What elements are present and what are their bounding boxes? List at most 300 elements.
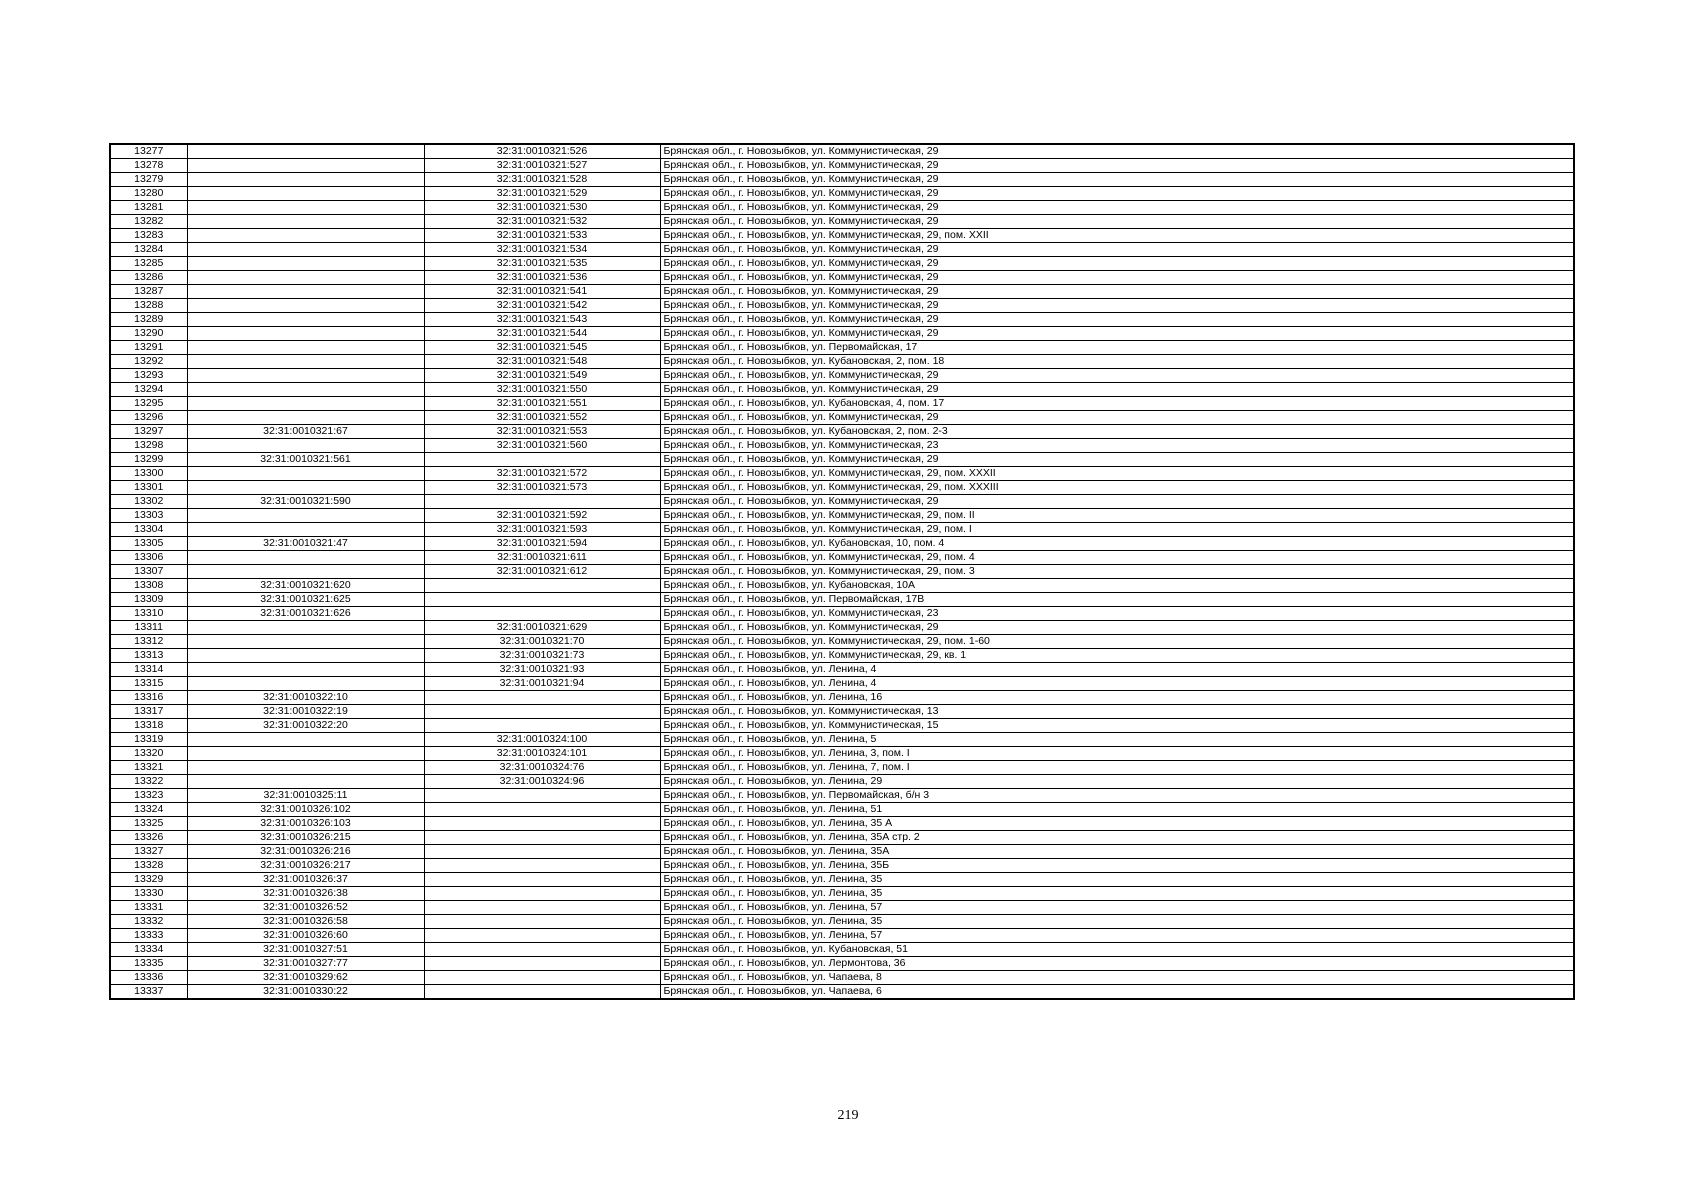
table-row — [110, 845, 1574, 859]
building-cadastral-number-cell — [424, 803, 660, 817]
table-row — [110, 859, 1574, 873]
building-cadastral-number-cell: 32:31:0010321:529 — [424, 187, 660, 201]
row-number-cell: 13331 — [110, 901, 187, 915]
table-row — [110, 411, 1574, 425]
address-cell: Брянская обл., г. Новозыбков, ул. Кубановская, 10А — [660, 579, 1574, 593]
address-cell: Брянская обл., г. Новозыбков, ул. Ленина, 29 — [660, 775, 1574, 789]
row-number-cell: 13304 — [110, 523, 187, 537]
address-cell: Брянская обл., г. Новозыбков, ул. Ленина, 7, пом. I — [660, 761, 1574, 775]
table-row — [110, 439, 1574, 453]
building-cadastral-number-cell — [424, 453, 660, 467]
address-cell: Брянская обл., г. Новозыбков, ул. Ленина, 4 — [660, 677, 1574, 691]
row-number-cell: 13308 — [110, 579, 187, 593]
address-cell: Брянская обл., г. Новозыбков, ул. Чапаева, 6 — [660, 985, 1574, 1000]
address-cell: Брянская обл., г. Новозыбков, ул. Коммунистическая, 29, пом. I — [660, 523, 1574, 537]
cadastral-number-cell — [187, 327, 424, 341]
table-row — [110, 257, 1574, 271]
cadastral-number-cell — [187, 565, 424, 579]
building-cadastral-number-cell — [424, 957, 660, 971]
row-number-cell: 13333 — [110, 929, 187, 943]
building-cadastral-number-cell: 32:31:0010321:592 — [424, 509, 660, 523]
table-row — [110, 509, 1574, 523]
building-cadastral-number-cell: 32:31:0010321:560 — [424, 439, 660, 453]
address-cell: Брянская обл., г. Новозыбков, ул. Коммунистическая, 15 — [660, 719, 1574, 733]
row-number-cell: 13279 — [110, 173, 187, 187]
building-cadastral-number-cell: 32:31:0010321:543 — [424, 313, 660, 327]
cadastral-number-cell: 32:31:0010321:620 — [187, 579, 424, 593]
cadastral-number-cell — [187, 747, 424, 761]
building-cadastral-number-cell — [424, 971, 660, 985]
cadastral-number-cell — [187, 621, 424, 635]
row-number-cell: 13302 — [110, 495, 187, 509]
building-cadastral-number-cell: 32:31:0010321:541 — [424, 285, 660, 299]
row-number-cell: 13292 — [110, 355, 187, 369]
cadastral-number-cell: 32:31:0010326:37 — [187, 873, 424, 887]
cadastral-number-cell — [187, 215, 424, 229]
building-cadastral-number-cell — [424, 705, 660, 719]
cadastral-number-cell: 32:31:0010326:102 — [187, 803, 424, 817]
address-cell: Брянская обл., г. Новозыбков, ул. Чапаева, 8 — [660, 971, 1574, 985]
cadastral-number-cell: 32:31:0010327:51 — [187, 943, 424, 957]
table-row — [110, 677, 1574, 691]
address-cell: Брянская обл., г. Новозыбков, ул. Ленина, 3, пом. I — [660, 747, 1574, 761]
table-row — [110, 873, 1574, 887]
row-number-cell: 13305 — [110, 537, 187, 551]
cadastral-number-cell — [187, 355, 424, 369]
address-cell: Брянская обл., г. Новозыбков, ул. Кубановская, 4, пом. 17 — [660, 397, 1574, 411]
cadastral-number-cell — [187, 159, 424, 173]
building-cadastral-number-cell — [424, 901, 660, 915]
building-cadastral-number-cell: 32:31:0010321:534 — [424, 243, 660, 257]
table-row — [110, 761, 1574, 775]
table-row — [110, 341, 1574, 355]
table-row — [110, 355, 1574, 369]
building-cadastral-number-cell: 32:31:0010321:573 — [424, 481, 660, 495]
table-row — [110, 551, 1574, 565]
table-row — [110, 915, 1574, 929]
cadastral-number-cell: 32:31:0010327:77 — [187, 957, 424, 971]
row-number-cell: 13316 — [110, 691, 187, 705]
building-cadastral-number-cell — [424, 691, 660, 705]
building-cadastral-number-cell — [424, 873, 660, 887]
cadastral-number-cell — [187, 144, 424, 159]
table-row — [110, 957, 1574, 971]
table-row — [110, 243, 1574, 257]
row-number-cell: 13323 — [110, 789, 187, 803]
address-cell: Брянская обл., г. Новозыбков, ул. Коммунистическая, 29, кв. 1 — [660, 649, 1574, 663]
building-cadastral-number-cell: 32:31:0010321:612 — [424, 565, 660, 579]
row-number-cell: 13322 — [110, 775, 187, 789]
address-cell: Брянская обл., г. Новозыбков, ул. Коммунистическая, 29 — [660, 144, 1574, 159]
building-cadastral-number-cell — [424, 495, 660, 509]
table-row — [110, 229, 1574, 243]
cadastral-number-cell — [187, 397, 424, 411]
address-cell: Брянская обл., г. Новозыбков, ул. Коммунистическая, 29 — [660, 411, 1574, 425]
address-cell: Брянская обл., г. Новозыбков, ул. Кубановская, 10, пом. 4 — [660, 537, 1574, 551]
cadastral-number-cell — [187, 341, 424, 355]
table-row — [110, 621, 1574, 635]
cadastral-number-cell — [187, 467, 424, 481]
table-row — [110, 453, 1574, 467]
cadastral-number-cell — [187, 663, 424, 677]
row-number-cell: 13332 — [110, 915, 187, 929]
cadastral-number-cell — [187, 411, 424, 425]
table-row — [110, 635, 1574, 649]
row-number-cell: 13311 — [110, 621, 187, 635]
address-cell: Брянская обл., г. Новозыбков, ул. Коммунистическая, 29 — [660, 453, 1574, 467]
table-row — [110, 285, 1574, 299]
cadastral-number-cell — [187, 369, 424, 383]
building-cadastral-number-cell: 32:31:0010321:93 — [424, 663, 660, 677]
address-cell: Брянская обл., г. Новозыбков, ул. Коммунистическая, 29 — [660, 285, 1574, 299]
row-number-cell: 13327 — [110, 845, 187, 859]
cadastral-number-cell: 32:31:0010326:38 — [187, 887, 424, 901]
building-cadastral-number-cell: 32:31:0010321:94 — [424, 677, 660, 691]
cadastral-number-cell — [187, 229, 424, 243]
cadastral-number-cell: 32:31:0010329:62 — [187, 971, 424, 985]
building-cadastral-number-cell — [424, 579, 660, 593]
cadastral-number-cell — [187, 775, 424, 789]
address-cell: Брянская обл., г. Новозыбков, ул. Первомайская, б/н 3 — [660, 789, 1574, 803]
table-row — [110, 593, 1574, 607]
address-cell: Брянская обл., г. Новозыбков, ул. Коммунистическая, 29 — [660, 313, 1574, 327]
row-number-cell: 13315 — [110, 677, 187, 691]
building-cadastral-number-cell — [424, 845, 660, 859]
building-cadastral-number-cell: 32:31:0010321:545 — [424, 341, 660, 355]
row-number-cell: 13301 — [110, 481, 187, 495]
row-number-cell: 13277 — [110, 144, 187, 159]
address-cell: Брянская обл., г. Новозыбков, ул. Лермонтова, 36 — [660, 957, 1574, 971]
address-cell: Брянская обл., г. Новозыбков, ул. Кубановская, 2, пом. 2-3 — [660, 425, 1574, 439]
row-number-cell: 13290 — [110, 327, 187, 341]
address-cell: Брянская обл., г. Новозыбков, ул. Ленина, 35 — [660, 915, 1574, 929]
row-number-cell: 13317 — [110, 705, 187, 719]
building-cadastral-number-cell — [424, 915, 660, 929]
building-cadastral-number-cell — [424, 719, 660, 733]
row-number-cell: 13325 — [110, 817, 187, 831]
building-cadastral-number-cell — [424, 929, 660, 943]
building-cadastral-number-cell: 32:31:0010321:594 — [424, 537, 660, 551]
cadastral-number-cell: 32:31:0010325:11 — [187, 789, 424, 803]
table-row — [110, 747, 1574, 761]
address-cell: Брянская обл., г. Новозыбков, ул. Ленина, 35А — [660, 845, 1574, 859]
row-number-cell: 13283 — [110, 229, 187, 243]
row-number-cell: 13293 — [110, 369, 187, 383]
cadastral-number-cell: 32:31:0010330:22 — [187, 985, 424, 1000]
row-number-cell: 13328 — [110, 859, 187, 873]
row-number-cell: 13306 — [110, 551, 187, 565]
address-cell: Брянская обл., г. Новозыбков, ул. Коммунистическая, 23 — [660, 607, 1574, 621]
cadastral-number-cell — [187, 187, 424, 201]
building-cadastral-number-cell — [424, 831, 660, 845]
table-row — [110, 327, 1574, 341]
table-row — [110, 943, 1574, 957]
table-row — [110, 929, 1574, 943]
table-row — [110, 901, 1574, 915]
building-cadastral-number-cell — [424, 789, 660, 803]
cadastral-number-cell: 32:31:0010322:20 — [187, 719, 424, 733]
cadastral-number-cell — [187, 439, 424, 453]
row-number-cell: 13303 — [110, 509, 187, 523]
address-cell: Брянская обл., г. Новозыбков, ул. Коммунистическая, 29 — [660, 215, 1574, 229]
cadastral-number-cell — [187, 299, 424, 313]
building-cadastral-number-cell: 32:31:0010324:100 — [424, 733, 660, 747]
cadastral-number-cell — [187, 635, 424, 649]
cadastral-number-cell: 32:31:0010322:10 — [187, 691, 424, 705]
table-row — [110, 369, 1574, 383]
row-number-cell: 13330 — [110, 887, 187, 901]
table-row — [110, 803, 1574, 817]
building-cadastral-number-cell — [424, 817, 660, 831]
building-cadastral-number-cell — [424, 943, 660, 957]
building-cadastral-number-cell: 32:31:0010321:611 — [424, 551, 660, 565]
address-cell: Брянская обл., г. Новозыбков, ул. Коммунистическая, 29 — [660, 201, 1574, 215]
cadastral-number-cell: 32:31:0010326:103 — [187, 817, 424, 831]
address-cell: Брянская обл., г. Новозыбков, ул. Коммунистическая, 29 — [660, 383, 1574, 397]
address-cell: Брянская обл., г. Новозыбков, ул. Ленина, 35Б — [660, 859, 1574, 873]
address-cell: Брянская обл., г. Новозыбков, ул. Коммунистическая, 29 — [660, 271, 1574, 285]
address-cell: Брянская обл., г. Новозыбков, ул. Кубановская, 51 — [660, 943, 1574, 957]
address-cell: Брянская обл., г. Новозыбков, ул. Коммунистическая, 29 — [660, 187, 1574, 201]
table-row — [110, 789, 1574, 803]
building-cadastral-number-cell: 32:31:0010321:593 — [424, 523, 660, 537]
cadastral-number-cell: 32:31:0010326:216 — [187, 845, 424, 859]
row-number-cell: 13282 — [110, 215, 187, 229]
table-row — [110, 187, 1574, 201]
cadastral-number-cell — [187, 551, 424, 565]
building-cadastral-number-cell: 32:31:0010321:73 — [424, 649, 660, 663]
building-cadastral-number-cell: 32:31:0010321:535 — [424, 257, 660, 271]
address-cell: Брянская обл., г. Новозыбков, ул. Коммунистическая, 29, пом. II — [660, 509, 1574, 523]
table-row — [110, 565, 1574, 579]
building-cadastral-number-cell: 32:31:0010321:530 — [424, 201, 660, 215]
table-row — [110, 173, 1574, 187]
row-number-cell: 13314 — [110, 663, 187, 677]
cadastral-number-cell: 32:31:0010322:19 — [187, 705, 424, 719]
row-number-cell: 13296 — [110, 411, 187, 425]
building-cadastral-number-cell — [424, 607, 660, 621]
building-cadastral-number-cell — [424, 887, 660, 901]
page-number: 219 — [837, 1108, 859, 1123]
table-row — [110, 159, 1574, 173]
cadastral-number-cell: 32:31:0010326:215 — [187, 831, 424, 845]
building-cadastral-number-cell: 32:31:0010321:70 — [424, 635, 660, 649]
row-number-cell: 13295 — [110, 397, 187, 411]
address-cell: Брянская обл., г. Новозыбков, ул. Коммунистическая, 29, пом. 3 — [660, 565, 1574, 579]
building-cadastral-number-cell: 32:31:0010321:549 — [424, 369, 660, 383]
address-cell: Брянская обл., г. Новозыбков, ул. Коммунистическая, 29 — [660, 243, 1574, 257]
building-cadastral-number-cell: 32:31:0010324:101 — [424, 747, 660, 761]
table-row — [110, 607, 1574, 621]
cadastral-number-cell: 32:31:0010321:47 — [187, 537, 424, 551]
row-number-cell: 13280 — [110, 187, 187, 201]
building-cadastral-number-cell: 32:31:0010321:548 — [424, 355, 660, 369]
address-cell: Брянская обл., г. Новозыбков, ул. Коммунистическая, 13 — [660, 705, 1574, 719]
address-cell: Брянская обл., г. Новозыбков, ул. Ленина, 16 — [660, 691, 1574, 705]
cadastral-number-cell: 32:31:0010326:217 — [187, 859, 424, 873]
cadastral-number-cell: 32:31:0010321:625 — [187, 593, 424, 607]
row-number-cell: 13326 — [110, 831, 187, 845]
table-row — [110, 313, 1574, 327]
cadastral-number-cell: 32:31:0010326:58 — [187, 915, 424, 929]
building-cadastral-number-cell: 32:31:0010324:76 — [424, 761, 660, 775]
building-cadastral-number-cell: 32:31:0010321:526 — [424, 144, 660, 159]
row-number-cell: 13300 — [110, 467, 187, 481]
building-cadastral-number-cell: 32:31:0010321:536 — [424, 271, 660, 285]
address-cell: Брянская обл., г. Новозыбков, ул. Коммунистическая, 29 — [660, 327, 1574, 341]
table-row — [110, 495, 1574, 509]
address-cell: Брянская обл., г. Новозыбков, ул. Коммунистическая, 29, пом. 4 — [660, 551, 1574, 565]
address-cell: Брянская обл., г. Новозыбков, ул. Ленина, 51 — [660, 803, 1574, 817]
table-row — [110, 719, 1574, 733]
address-cell: Брянская обл., г. Новозыбков, ул. Коммунистическая, 29 — [660, 159, 1574, 173]
building-cadastral-number-cell: 32:31:0010321:532 — [424, 215, 660, 229]
row-number-cell: 13324 — [110, 803, 187, 817]
address-cell: Брянская обл., г. Новозыбков, ул. Коммунистическая, 29, пом. 1-60 — [660, 635, 1574, 649]
building-cadastral-number-cell: 32:31:0010321:550 — [424, 383, 660, 397]
cadastral-number-cell: 32:31:0010321:626 — [187, 607, 424, 621]
address-cell: Брянская обл., г. Новозыбков, ул. Первомайская, 17В — [660, 593, 1574, 607]
table-row — [110, 705, 1574, 719]
row-number-cell: 13307 — [110, 565, 187, 579]
row-number-cell: 13319 — [110, 733, 187, 747]
cadastral-number-cell: 32:31:0010326:60 — [187, 929, 424, 943]
row-number-cell: 13278 — [110, 159, 187, 173]
cadastral-number-cell — [187, 313, 424, 327]
row-number-cell: 13313 — [110, 649, 187, 663]
address-cell: Брянская обл., г. Новозыбков, ул. Коммунистическая, 29 — [660, 173, 1574, 187]
address-cell: Брянская обл., г. Новозыбков, ул. Коммунистическая, 29 — [660, 495, 1574, 509]
table-row — [110, 649, 1574, 663]
address-cell: Брянская обл., г. Новозыбков, ул. Ленина, 35 А — [660, 817, 1574, 831]
cadastral-number-cell — [187, 509, 424, 523]
row-number-cell: 13335 — [110, 957, 187, 971]
table-row — [110, 271, 1574, 285]
address-cell: Брянская обл., г. Новозыбков, ул. Коммунистическая, 29, пом. XXII — [660, 229, 1574, 243]
table-row — [110, 215, 1574, 229]
row-number-cell: 13321 — [110, 761, 187, 775]
row-number-cell: 13281 — [110, 201, 187, 215]
table-row — [110, 663, 1574, 677]
address-cell: Брянская обл., г. Новозыбков, ул. Ленина, 4 — [660, 663, 1574, 677]
row-number-cell: 13291 — [110, 341, 187, 355]
address-cell: Брянская обл., г. Новозыбков, ул. Коммунистическая, 23 — [660, 439, 1574, 453]
address-cell: Брянская обл., г. Новозыбков, ул. Коммунистическая, 29 — [660, 369, 1574, 383]
row-number-cell: 13286 — [110, 271, 187, 285]
cadastral-number-cell — [187, 677, 424, 691]
address-cell: Брянская обл., г. Новозыбков, ул. Ленина, 35 — [660, 887, 1574, 901]
building-cadastral-number-cell: 32:31:0010321:533 — [424, 229, 660, 243]
table-row — [110, 817, 1574, 831]
registry-table — [109, 143, 1575, 1000]
row-number-cell: 13284 — [110, 243, 187, 257]
row-number-cell: 13334 — [110, 943, 187, 957]
table-row — [110, 831, 1574, 845]
cadastral-number-cell — [187, 733, 424, 747]
table-row — [110, 887, 1574, 901]
cadastral-number-cell — [187, 523, 424, 537]
row-number-cell: 13285 — [110, 257, 187, 271]
address-cell: Брянская обл., г. Новозыбков, ул. Кубановская, 2, пом. 18 — [660, 355, 1574, 369]
table-row — [110, 467, 1574, 481]
cadastral-number-cell: 32:31:0010326:52 — [187, 901, 424, 915]
building-cadastral-number-cell: 32:31:0010321:527 — [424, 159, 660, 173]
row-number-cell: 13310 — [110, 607, 187, 621]
table-row — [110, 691, 1574, 705]
row-number-cell: 13289 — [110, 313, 187, 327]
row-number-cell: 13309 — [110, 593, 187, 607]
table-row — [110, 775, 1574, 789]
address-cell: Брянская обл., г. Новозыбков, ул. Ленина, 35 — [660, 873, 1574, 887]
table-row — [110, 397, 1574, 411]
building-cadastral-number-cell — [424, 859, 660, 873]
address-cell: Брянская обл., г. Новозыбков, ул. Коммунистическая, 29 — [660, 621, 1574, 635]
cadastral-number-cell — [187, 285, 424, 299]
building-cadastral-number-cell: 32:31:0010321:542 — [424, 299, 660, 313]
cadastral-number-cell — [187, 257, 424, 271]
table-row — [110, 733, 1574, 747]
address-cell: Брянская обл., г. Новозыбков, ул. Ленина, 57 — [660, 901, 1574, 915]
row-number-cell: 13288 — [110, 299, 187, 313]
building-cadastral-number-cell: 32:31:0010321:552 — [424, 411, 660, 425]
table-row — [110, 523, 1574, 537]
building-cadastral-number-cell: 32:31:0010321:528 — [424, 173, 660, 187]
cadastral-number-cell — [187, 649, 424, 663]
table-row — [110, 537, 1574, 551]
table-row — [110, 579, 1574, 593]
cadastral-number-cell — [187, 271, 424, 285]
table-row — [110, 299, 1574, 313]
building-cadastral-number-cell: 32:31:0010321:551 — [424, 397, 660, 411]
row-number-cell: 13287 — [110, 285, 187, 299]
building-cadastral-number-cell — [424, 985, 660, 1000]
row-number-cell: 13337 — [110, 985, 187, 1000]
address-cell: Брянская обл., г. Новозыбков, ул. Коммунистическая, 29 — [660, 299, 1574, 313]
cadastral-number-cell — [187, 243, 424, 257]
address-cell: Брянская обл., г. Новозыбков, ул. Ленина, 5 — [660, 733, 1574, 747]
table-row — [110, 425, 1574, 439]
address-cell: Брянская обл., г. Новозыбков, ул. Ленина, 35А стр. 2 — [660, 831, 1574, 845]
building-cadastral-number-cell: 32:31:0010324:96 — [424, 775, 660, 789]
row-number-cell: 13329 — [110, 873, 187, 887]
table-row — [110, 144, 1574, 159]
building-cadastral-number-cell: 32:31:0010321:544 — [424, 327, 660, 341]
building-cadastral-number-cell: 32:31:0010321:553 — [424, 425, 660, 439]
table-row — [110, 481, 1574, 495]
address-cell: Брянская обл., г. Новозыбков, ул. Ленина, 57 — [660, 929, 1574, 943]
building-cadastral-number-cell — [424, 593, 660, 607]
row-number-cell: 13298 — [110, 439, 187, 453]
address-cell: Брянская обл., г. Новозыбков, ул. Коммунистическая, 29 — [660, 257, 1574, 271]
cadastral-number-cell — [187, 173, 424, 187]
cadastral-number-cell — [187, 761, 424, 775]
cadastral-number-cell — [187, 383, 424, 397]
row-number-cell: 13297 — [110, 425, 187, 439]
cadastral-number-cell: 32:31:0010321:590 — [187, 495, 424, 509]
row-number-cell: 13320 — [110, 747, 187, 761]
cadastral-number-cell — [187, 201, 424, 215]
row-number-cell: 13299 — [110, 453, 187, 467]
table-row — [110, 985, 1574, 1000]
table-row — [110, 201, 1574, 215]
row-number-cell: 13336 — [110, 971, 187, 985]
table-row — [110, 971, 1574, 985]
building-cadastral-number-cell: 32:31:0010321:629 — [424, 621, 660, 635]
row-number-cell: 13318 — [110, 719, 187, 733]
cadastral-number-cell — [187, 481, 424, 495]
registry-table-body — [110, 144, 1574, 999]
cadastral-number-cell: 32:31:0010321:561 — [187, 453, 424, 467]
